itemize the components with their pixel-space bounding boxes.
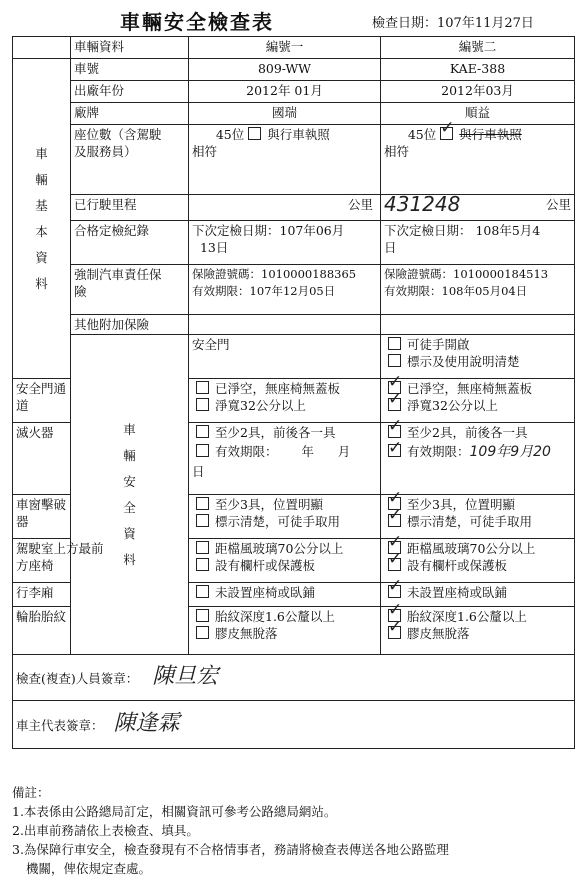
extinguisher-no2: ✓至少2具，前後各一具 ✓有效期限：109年9月20 xyxy=(381,423,575,495)
breaker-label: 車窗擊破器 xyxy=(13,495,71,539)
checkbox-checked[interactable] xyxy=(388,558,401,571)
checkbox-checked[interactable] xyxy=(388,514,401,527)
checkbox[interactable] xyxy=(196,514,209,527)
inspection-no1: 下次定檢日期：107年06月 13日 xyxy=(189,221,381,265)
passage-no1: 已淨空，無座椅無蓋板 淨寬32公分以上 xyxy=(189,379,381,423)
check-date: 檢查日期：107年11月27日 xyxy=(372,16,534,31)
tire-no1: 胎紋深度1.6公釐以上 膠皮無脫落 xyxy=(189,607,381,655)
checkbox-checked[interactable] xyxy=(388,626,401,639)
checkbox[interactable] xyxy=(196,497,209,510)
plate-label: 車號 xyxy=(71,59,189,81)
inspection-label: 合格定檢紀錄 xyxy=(71,221,189,265)
other-insurance-label: 其他附加保險 xyxy=(71,315,189,335)
brand-label: 廠牌 xyxy=(71,103,189,125)
checkbox[interactable] xyxy=(196,381,209,394)
header-no1: 編號一 xyxy=(189,37,381,59)
inspector-signature-row xyxy=(13,655,575,701)
other-no2 xyxy=(381,315,575,335)
note-3: 3.為保障行車安全，檢查發現有不合格情事者，務請將檢查表傳送各地公路監理 xyxy=(12,842,449,857)
mileage-no1: 公里 xyxy=(189,195,381,221)
insurance-label: 強制汽車責任保 險 xyxy=(71,265,189,315)
seats-label: 座位數（含駕駛 及服務員） xyxy=(71,125,189,195)
checkbox[interactable] xyxy=(248,127,261,140)
brand-no1: 國瑞 xyxy=(189,103,381,125)
checkbox[interactable] xyxy=(196,541,209,554)
front-seat-label: 駕駛室上方最前 方座椅 xyxy=(13,539,71,583)
breaker-no1: 至少3具，位置明顯 標示清楚，可徒手取用 xyxy=(189,495,381,539)
insurance-no1: 保險證號碼：1010000188365 有效期限：107年12月05日 xyxy=(189,265,381,315)
checkbox-checked[interactable] xyxy=(440,127,453,140)
checkbox[interactable] xyxy=(196,444,209,457)
extinguisher-label: 滅火器 xyxy=(13,423,71,495)
checkbox[interactable] xyxy=(196,558,209,571)
checkbox[interactable] xyxy=(196,585,209,598)
blank-corner xyxy=(13,37,71,59)
year-label: 出廠年份 xyxy=(71,81,189,103)
inspection-no2: 下次定檢日期： 108年5月4 日 xyxy=(381,221,575,265)
plate-no1: 809-WW xyxy=(189,59,381,81)
insurance-no2: 保險證號碼：1010000184513 有效期限：108年05月04日 xyxy=(381,265,575,315)
seats-no1: 45位 與行車執照 相符 xyxy=(189,125,381,195)
checkbox[interactable] xyxy=(388,354,401,367)
checkbox[interactable] xyxy=(196,626,209,639)
checkbox-checked[interactable] xyxy=(388,398,401,411)
plate-no2: KAE-388 xyxy=(381,59,575,81)
notes xyxy=(12,783,577,878)
note-3-cont: 機關，俾依規定查處。 xyxy=(26,861,152,876)
extinguisher-no1: 至少2具，前後各一具 有效期限： 年 月 日 xyxy=(189,423,381,495)
section-safety: 車 輛 安 全 資 料 xyxy=(71,335,189,655)
inspector-label: 檢查(複查)人員簽章： xyxy=(16,671,139,686)
tire-label: 輪胎胎紋 xyxy=(13,607,71,655)
mileage-label: 已行駛里程 xyxy=(71,195,189,221)
luggage-no1: 未設置座椅或臥鋪 xyxy=(189,583,381,607)
header-no2: 編號二 xyxy=(381,37,575,59)
seats-no2: 45位✓ 與行車執照 相符 xyxy=(381,125,575,195)
breaker-no2: ✓至少3具，位置明顯 ✓標示清楚，可徒手取用 xyxy=(381,495,575,539)
checkbox[interactable] xyxy=(196,398,209,411)
owner-label: 車主代表簽章： xyxy=(16,718,104,733)
section-basic: 車 輛 基 本 資 料 xyxy=(13,59,71,379)
notes-title: 備註： xyxy=(12,785,50,800)
passage-no2: ✓已淨空，無座椅無蓋板 ✓淨寬32公分以上 xyxy=(381,379,575,423)
checkbox[interactable] xyxy=(196,425,209,438)
header-vehicle-data: 車輛資料 xyxy=(71,37,189,59)
checkbox-checked[interactable] xyxy=(388,585,401,598)
owner-signature-row xyxy=(13,701,575,749)
note-2: 2.出車前務請依上表檢查、填具。 xyxy=(12,823,199,838)
door-label: 安全門 xyxy=(189,335,381,379)
year-no1: 2012年 01月 xyxy=(189,81,381,103)
form-title: 車輛安全檢查表 xyxy=(120,10,274,34)
mileage-no2: 431248 公里 xyxy=(381,195,575,221)
luggage-label: 行李廂 xyxy=(13,583,71,607)
owner-signature: 陳逢霖 xyxy=(113,711,180,736)
checkbox-checked[interactable] xyxy=(388,444,401,457)
front-seat-no2: ✓距檔風玻璃70公分以上 ✓設有欄杆或保護板 xyxy=(381,539,575,583)
inspection-table xyxy=(12,36,575,749)
checkbox[interactable] xyxy=(196,609,209,622)
tire-no2: ✓胎紋深度1.6公釐以上 ✓膠皮無脫落 xyxy=(381,607,575,655)
year-no2: 2012年03月 xyxy=(381,81,575,103)
front-seat-no1: 距檔風玻璃70公分以上 設有欄杆或保護板 xyxy=(189,539,381,583)
door-no1: 可徒手開啟 標示及使用說明清楚 xyxy=(381,335,575,379)
inspector-signature: 陳旦宏 xyxy=(152,664,219,689)
checkbox[interactable] xyxy=(388,337,401,350)
luggage-no2: ✓ 未設置座椅或臥鋪 xyxy=(381,583,575,607)
other-no1 xyxy=(189,315,381,335)
passage-label: 安全門通道 xyxy=(13,379,71,423)
brand-no2: 順益 xyxy=(381,103,575,125)
note-1: 1.本表係由公路總局訂定，相關資訊可參考公路總局網站。 xyxy=(12,804,337,819)
